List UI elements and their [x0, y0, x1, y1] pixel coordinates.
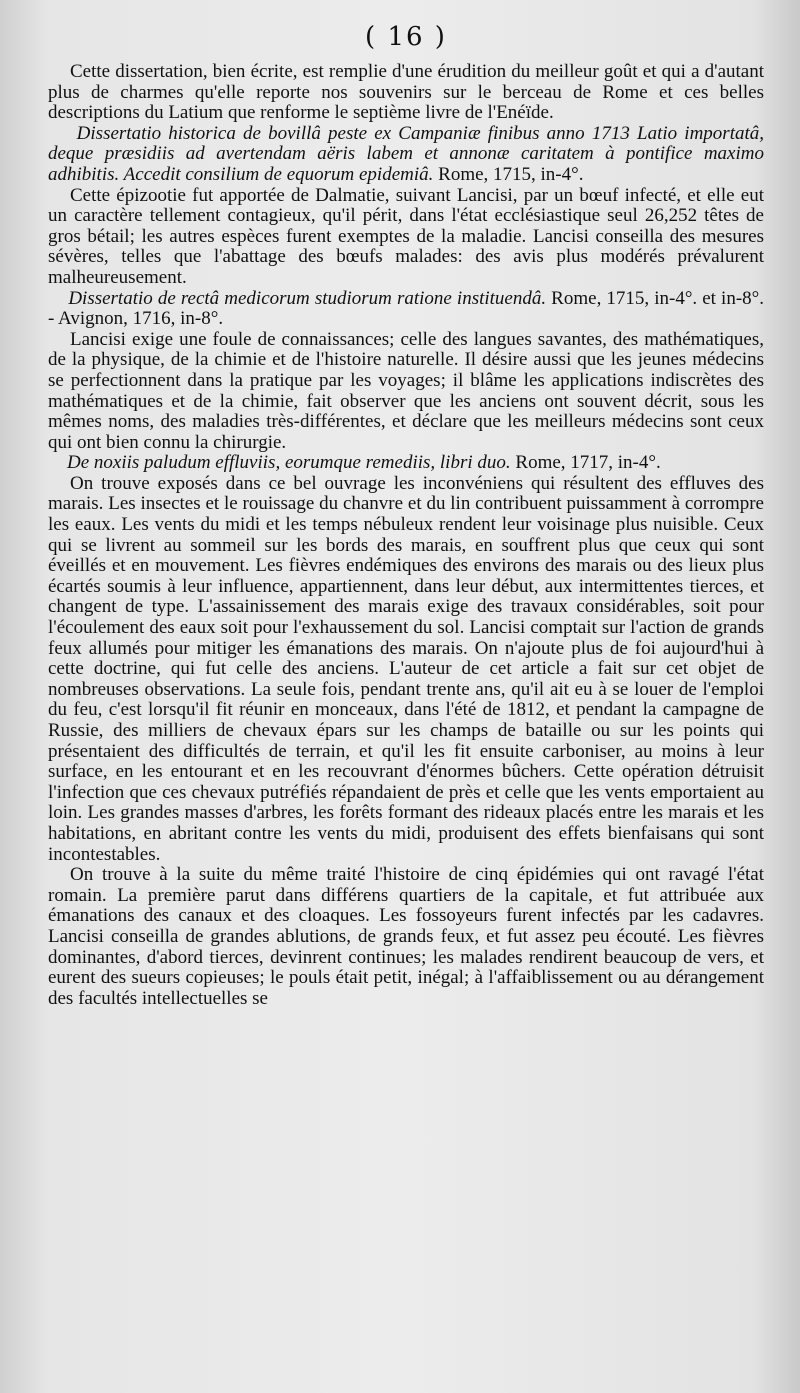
bibliographic-entry: [48, 453, 764, 474]
publication-info: Rome, 1717, in-4°.: [510, 452, 661, 474]
bibliographic-entry: [48, 289, 764, 330]
bibliographic-entry: [48, 124, 764, 186]
paragraph: On trouve exposés dans ce bel ouvrage les inconvéniens qui résultent des effluves des marais. Les insectes et le rouissage du chanvre et du lin contribuent puissamment à corrompre les eaux. Les vents du midi et les temps nébuleux rendent leur voisinage plus nuisible. Ceux qui se livrent au sommeil sur les bords des marais, en souffrent plus que ceux qui sont éveillés et en mouvement. Les fièvres endémiques des environs des marais ou des lieux plus écartés soumis à leur influence, appartiennent, dans leur début, aux intermittentes tierces, et changent de type. L'assainissement des marais exige des travaux considérables, soit pour l'écoulement des eaux soit pour l'exhaussement du sol. Lancisi comptait sur l'action de grands feux allumés pour mitiger les émanations des marais. On n'ajoute plus de foi aujourd'hui à cette doctrine, qui fut celle des anciens. L'auteur de cet article a fait sur cet objet de nombreuses observations. La seule fois, pendant trente ans, qu'il ait eu à se louer de l'emploi du feu, c'est lorsqu'il fit réunir en monceaux, dans l'été de 1812, et pendant la campagne de Russie, des milliers de chevaux épars sur les champs de bataille ou sur les points qui présentaient des difficultés de terrain, et qu'il les fit ensuite carboniser, au moins à leur surface, en les entourant et en les recouvrant d'énormes bûchers. Cette opération détruisit l'infection que ces chevaux putréfiés répandaient de près et celle que les vents emportaient au loin. Les grandes masses d'arbres, les forêts formant des rideaux placés entre les marais et les habitations, en abritant contre les vents du midi, produisent des effets bienfaisans qui sont incontestables.: [48, 472, 764, 865]
publication-info: Rome, 1715, in-4°.: [433, 163, 584, 185]
work-title: Dissertatio de rectâ medicorum studiorum ratione instituendâ.: [68, 287, 547, 309]
work-title: Dissertatio historica de bovillâ peste ex Campaniæ finibus anno 1713 Latio importatâ, deque præsidiis ad avertendam aëris labem et annonæ caritatem à pontifice maximo adhibitis. Accedit consilium de equorum epidemiâ.: [48, 122, 765, 185]
paragraph: Cette dissertation, bien écrite, est remplie d'une érudition du meilleur goût et qui a d'autant plus de charmes qu'elle reporte nos souvenirs sur le berceau de Rome et ces belles descriptions du Latium que renforme le septième livre de l'Enéïde.: [48, 61, 764, 124]
paragraph: Lancisi exige une foule de connaissances; celle des langues savantes, des mathématiques, de la physique, de la chimie et de l'histoire naturelle. Il désire aussi que les jeunes médecins se perfectionnent dans la pratique par les voyages; il blâme les applications indiscrètes des mathématiques et de la chimie, fait observer que les anciens ont souvent décrit, sous les mêmes noms, des maladies très-différentes, et déclare que les meilleurs médecins sont ceux qui ont bien connu la chirurgie.: [48, 328, 764, 453]
page-body: [48, 62, 764, 1009]
paragraph: On trouve à la suite du même traité l'histoire de cinq épidémies qui ont ravagé l'état romain. La première parut dans différens quartiers de la capitale, et fut attribuée aux émanations des canaux et des cloaques. Les fossoyeurs furent infectés par les cadavres. Lancisi conseilla de grandes ablutions, de grands feux, et fut assez peu écouté. Les fièvres dominantes, d'abord tierces, devinrent continues; les malades rendirent beaucoup de vers, et eurent des sueurs copieuses; le pouls était petit, inégal; à l'affaiblissement ou au dérangement des facultés intellectuelles se: [48, 864, 764, 1009]
publication-info: Rome, 1715, in-4°. et in-8°. - Avignon, 1716, in-8°.: [48, 287, 764, 330]
paragraph: Cette épizootie fut apportée de Dalmatie, suivant Lancisi, par un bœuf infecté, et elle eut un caractère tellement contagieux, qu'il périt, dans l'état ecclésiastique seul 26,252 têtes de gros bétail; les autres espèces furent exemptes de la maladie. Lancisi conseilla des mesures sévères, telles que l'abattage des bœufs malades: des avis plus modérés prévalurent malheureusement.: [48, 184, 764, 288]
page-number: ( 16 ): [365, 22, 447, 52]
work-title: De noxiis paludum effluviis, eorumque remediis, libri duo.: [67, 452, 511, 474]
